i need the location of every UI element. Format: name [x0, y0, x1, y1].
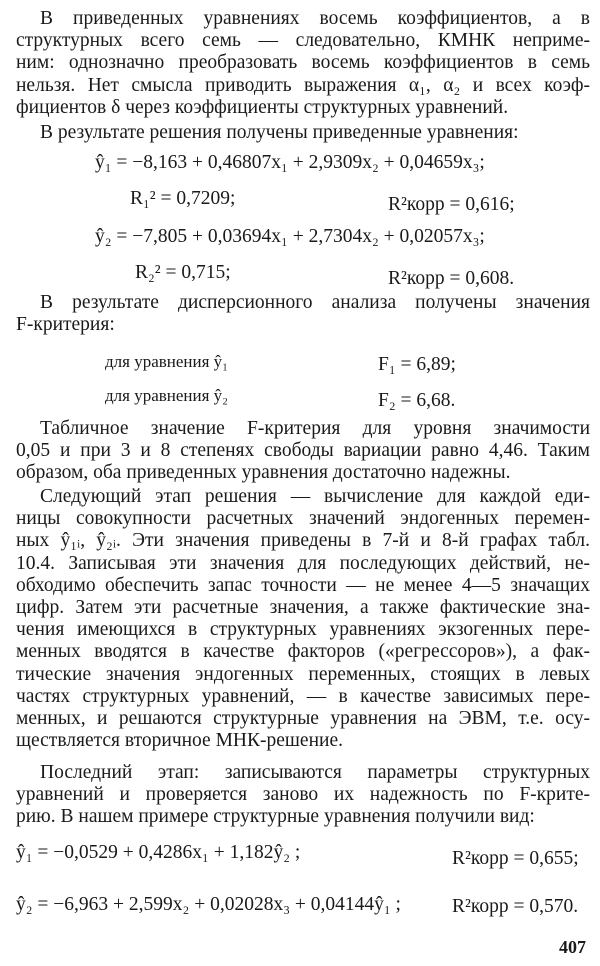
text-line: ницы совокупности расчетных значений эндогенных перемен-	[16, 508, 590, 530]
text-line: Последний этап: записываются параметры структурных	[40, 762, 590, 783]
f-value-2: F₂ = 6,68.	[378, 390, 456, 411]
equation-4: ŷ₂ = −6,963 + 2,599x₂ + 0,02028x₃ + 0,04144ŷ₁ ;	[16, 894, 401, 915]
text-line: нельзя. Нет смысла приводить выражения α₁, α₂ и всех коэф-	[16, 74, 590, 96]
equation-1-r2: R₁² = 0,7209;	[130, 188, 236, 209]
paragraph-4	[16, 418, 590, 485]
equation-2-r2-adjusted: R²корр = 0,608.	[388, 268, 515, 289]
text-line: ществляется вторичное МНК-решение.	[16, 730, 343, 752]
text-line: В результате решения получены приведенные уравнения:	[40, 122, 519, 143]
paragraph-1	[16, 8, 590, 119]
equation-2: ŷ₂ = −7,805 + 0,03694x₁ + 2,7304x₂ + 0,02057x₃;	[95, 226, 485, 247]
equation-3: ŷ₁ = −0,0529 + 0,4286x₁ + 1,182ŷ₂ ;	[16, 842, 301, 863]
text-line: тические значения эндогенных переменных, стоящих в левых	[16, 663, 590, 685]
paragraph-6	[16, 762, 590, 829]
text-line: цифр. Затем эти расчетные значения, а также фактические зна-	[16, 597, 590, 619]
f-value-1: F₁ = 6,89;	[378, 354, 456, 375]
text-line: структурных всего семь — следовательно, КМНК непримe-	[16, 30, 590, 52]
page-number: 407	[559, 937, 586, 957]
paragraph-3	[16, 292, 590, 336]
text-line: ним: однозначно преобразовать восемь коэффициентов в семь	[16, 52, 590, 74]
text-line: Табличное значение F-критерия для уровня значимости	[40, 418, 590, 439]
equation-1-r2-adjusted: R²корр = 0,616;	[388, 194, 515, 215]
text-line: чения имеющихся в структурных уравнениях экзогенных пере-	[16, 619, 590, 641]
text-line: образом, оба приведенных уравнения достаточно надежны.	[16, 462, 511, 484]
text-line: В приведенных уравнениях восемь коэффициентов, а в	[40, 8, 590, 29]
text-line: уравнений и проверяется заново их надежность по F-крите-	[16, 784, 590, 806]
paragraph-2	[16, 122, 590, 144]
text-line: менных, и решаются структурные уравнения на ЭВМ, т.е. осу-	[16, 708, 590, 730]
equation-4-r2-adjusted: R²корр = 0,570.	[452, 896, 579, 917]
text-line: ных ŷ₁ᵢ, ŷ₂ᵢ. Эти значения приведены в 7-й и 8-й графах табл.	[16, 530, 590, 552]
text-line: 10.4. Записывая эти значения для последующих действий, не-	[16, 552, 590, 574]
text-line: F-критерия:	[16, 314, 115, 336]
text-line: рию. В нашем примере структурные уравнения получили вид:	[16, 806, 535, 828]
text-line: 0,05 и при 3 и 8 степенях свободы вариации равно 4,46. Таким	[16, 440, 590, 462]
f-label-1: для уравнения ŷ₁	[105, 352, 229, 371]
text-line: Следующий этап решения — вычисление для каждой еди-	[40, 486, 590, 507]
equation-2-r2: R₂² = 0,715;	[135, 262, 231, 283]
text-line: В результате дисперсионного анализа получены значения	[40, 292, 590, 313]
f-label-2: для уравнения ŷ₂	[105, 386, 229, 405]
equation-3-r2-adjusted: R²корр = 0,655;	[452, 848, 579, 869]
equation-1: ŷ₁ = −8,163 + 0,46807x₁ + 2,9309x₂ + 0,04659x₃;	[95, 152, 485, 173]
text-line: обходимо обеспечить запас точности — не менее 4—5 значащих	[16, 574, 590, 596]
paragraph-5	[16, 486, 590, 752]
text-line: менных вводятся в качестве факторов («регрессоров»), а фак-	[16, 641, 590, 663]
text-line: частях структурных уравнений, — в качестве зависимых пере-	[16, 685, 590, 707]
text-line: фициентов δ через коэффициенты структурных уравнений.	[16, 96, 509, 118]
